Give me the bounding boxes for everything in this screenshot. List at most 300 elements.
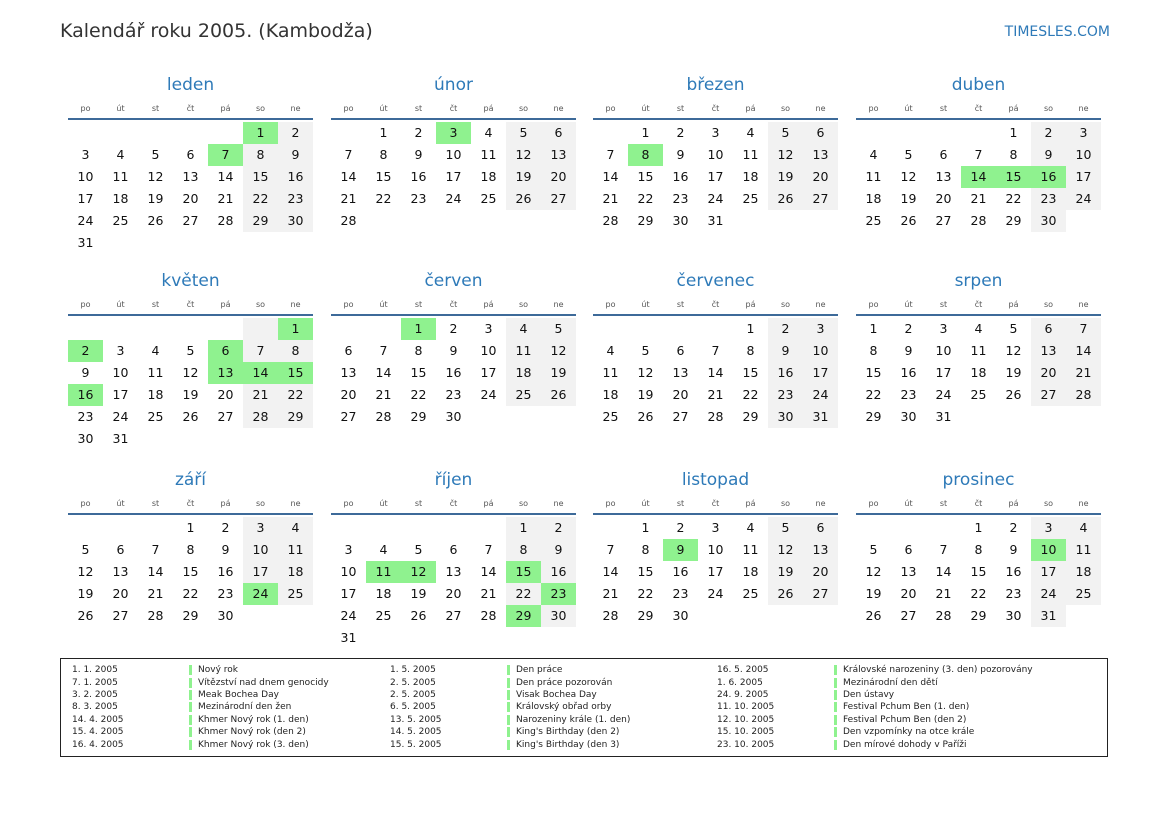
month-name: duben (951, 75, 1006, 95)
empty-cell (138, 122, 173, 144)
day-cell: 2 (1009, 520, 1018, 535)
day-cell: 23 (541, 583, 576, 605)
day-cell: 23 (900, 387, 917, 402)
day-cell: 5 (81, 542, 90, 557)
day-cell: 8 (641, 542, 650, 557)
day-cell: 29 (506, 605, 541, 627)
empty-cell (103, 517, 138, 539)
weekday-label: pá (1008, 498, 1019, 508)
day-cell: 15 (970, 564, 987, 579)
day-cell: 16 (672, 169, 689, 184)
day-cell: 5 (768, 122, 803, 144)
day-cell: 11 (742, 542, 759, 557)
weekday-header (856, 98, 1101, 120)
day-cell: 8 (278, 340, 313, 362)
empty-cell (593, 517, 628, 539)
month-name: květen (161, 271, 220, 291)
month-name: srpen (954, 271, 1003, 291)
day-cell: 19 (900, 191, 917, 206)
weekday-header (68, 493, 313, 515)
day-cell: 22 (506, 583, 541, 605)
day-cell: 9 (81, 365, 90, 380)
day-cell: 20 (112, 586, 129, 601)
weekday-label: pá (483, 299, 494, 309)
weekday-label: po (605, 498, 616, 508)
day-cell: 28 (375, 409, 392, 424)
legend-date: 15. 4. 2005 (72, 727, 124, 738)
legend-item (390, 664, 630, 676)
day-cell: 10 (445, 147, 462, 162)
day-cell: 12 (1005, 343, 1022, 358)
day-cell: 24 (1031, 583, 1066, 605)
day-cell: 17 (707, 564, 724, 579)
weekday-label: so (1043, 299, 1054, 309)
empty-cell (208, 318, 243, 340)
day-cell: 3 (1031, 517, 1066, 539)
weekday-label: st (151, 299, 160, 309)
day-cell: 15 (278, 362, 313, 384)
empty-cell (208, 122, 243, 144)
day-cell: 6 (116, 542, 125, 557)
day-grid (331, 316, 576, 428)
day-cell: 23 (1031, 188, 1066, 210)
day-cell: 25 (742, 586, 759, 601)
weekday-label: pá (483, 498, 494, 508)
day-cell: 20 (445, 586, 462, 601)
day-cell: 26 (865, 608, 882, 623)
legend-item (72, 689, 329, 701)
day-cell: 4 (116, 147, 125, 162)
legend-item (72, 738, 329, 750)
day-cell: 15 (637, 169, 654, 184)
weekday-label: ne (553, 103, 564, 113)
day-cell: 10 (340, 564, 357, 579)
legend-item (390, 689, 630, 701)
day-cell: 16 (1031, 166, 1066, 188)
weekday-label: čt (186, 103, 195, 113)
day-cell: 20 (541, 166, 576, 188)
day-cell: 21 (602, 586, 619, 601)
day-cell: 13 (935, 169, 952, 184)
weekday-label: út (116, 498, 125, 508)
day-cell: 10 (77, 169, 94, 184)
day-cell: 8 (974, 542, 983, 557)
day-cell: 17 (112, 387, 129, 402)
day-cell: 13 (208, 362, 243, 384)
day-cell: 22 (243, 188, 278, 210)
weekday-header (331, 493, 576, 515)
day-cell: 7 (344, 147, 353, 162)
day-cell: 22 (970, 586, 987, 601)
day-cell: 21 (340, 191, 357, 206)
day-cell: 11 (278, 539, 313, 561)
weekday-label: so (518, 498, 529, 508)
legend-holiday-name: Festival Pchum Ben (1. den) (834, 702, 969, 712)
day-cell: 10 (112, 365, 129, 380)
day-cell: 30 (672, 608, 689, 623)
day-cell: 20 (217, 387, 234, 402)
day-cell: 24 (340, 608, 357, 623)
day-cell: 7 (208, 144, 243, 166)
day-cell: 23 (445, 387, 462, 402)
day-cell: 29 (1005, 213, 1022, 228)
day-cell: 9 (1009, 542, 1018, 557)
legend-item (390, 714, 630, 726)
empty-cell (331, 517, 366, 539)
day-cell: 21 (970, 191, 987, 206)
day-cell: 22 (865, 387, 882, 402)
day-cell: 13 (803, 144, 838, 166)
day-cell: 12 (147, 169, 164, 184)
day-cell: 25 (147, 409, 164, 424)
day-cell: 15 (506, 561, 541, 583)
day-cell: 5 (506, 122, 541, 144)
day-cell: 1 (746, 321, 755, 336)
day-cell: 20 (900, 586, 917, 601)
legend-column (717, 664, 1033, 751)
day-cell: 19 (541, 362, 576, 384)
day-cell: 28 (970, 213, 987, 228)
day-cell: 7 (711, 343, 720, 358)
day-cell: 5 (1009, 321, 1018, 336)
weekday-header (331, 98, 576, 120)
day-cell: 26 (900, 213, 917, 228)
month-prosinec (856, 467, 1101, 627)
day-cell: 26 (768, 583, 803, 605)
day-cell: 25 (742, 191, 759, 206)
day-cell: 7 (974, 147, 983, 162)
day-grid (331, 515, 576, 649)
day-cell: 30 (77, 431, 94, 446)
day-cell: 25 (602, 409, 619, 424)
day-cell: 18 (602, 387, 619, 402)
day-cell: 24 (707, 191, 724, 206)
weekday-label: po (343, 498, 354, 508)
day-cell: 7 (1066, 318, 1101, 340)
legend-item (717, 701, 1033, 713)
legend-date: 16. 5. 2005 (717, 665, 769, 676)
day-cell: 23 (768, 384, 803, 406)
day-cell: 17 (243, 561, 278, 583)
day-cell: 8 (243, 144, 278, 166)
day-cell: 28 (147, 608, 164, 623)
legend-date: 2. 5. 2005 (390, 677, 436, 688)
weekday-label: so (780, 103, 791, 113)
day-cell: 6 (939, 147, 948, 162)
day-cell: 8 (746, 343, 755, 358)
legend-holiday-name: Narozeniny krále (1. den) (507, 715, 630, 725)
day-cell: 18 (1066, 561, 1101, 583)
day-cell: 4 (746, 520, 755, 535)
day-cell: 31 (803, 406, 838, 428)
month-srpen (856, 268, 1101, 428)
day-cell: 27 (672, 409, 689, 424)
day-cell: 17 (77, 191, 94, 206)
day-cell: 1 (278, 318, 313, 340)
day-cell: 27 (1031, 384, 1066, 406)
weekday-label: pá (745, 103, 756, 113)
day-grid (68, 120, 313, 254)
day-cell: 31 (112, 431, 129, 446)
day-cell: 4 (974, 321, 983, 336)
day-cell: 14 (602, 169, 619, 184)
day-cell: 31 (707, 213, 724, 228)
day-cell: 13 (1031, 340, 1066, 362)
day-cell: 30 (217, 608, 234, 623)
legend-holiday-name: Khmer Nový rok (den 2) (189, 727, 306, 737)
day-cell: 19 (410, 586, 427, 601)
day-cell: 17 (707, 169, 724, 184)
day-cell: 9 (278, 144, 313, 166)
day-cell: 29 (637, 213, 654, 228)
day-cell: 30 (1031, 210, 1066, 232)
day-cell: 18 (742, 169, 759, 184)
day-grid (856, 120, 1101, 232)
weekday-label: čt (974, 299, 983, 309)
day-cell: 31 (1031, 605, 1066, 627)
month-květen (68, 268, 313, 450)
empty-cell (103, 122, 138, 144)
weekday-label: čt (711, 103, 720, 113)
day-cell: 23 (672, 191, 689, 206)
empty-cell (243, 318, 278, 340)
legend-date: 6. 5. 2005 (390, 702, 436, 713)
day-cell: 10 (1066, 144, 1101, 166)
weekday-label: út (379, 299, 388, 309)
empty-cell (138, 517, 173, 539)
month-name: leden (166, 75, 215, 95)
weekday-label: st (414, 103, 423, 113)
legend-date: 15. 5. 2005 (390, 739, 442, 750)
weekday-label: čt (186, 498, 195, 508)
month-leden (68, 72, 313, 254)
legend-date: 14. 4. 2005 (72, 714, 124, 725)
day-cell: 2 (68, 340, 103, 362)
legend-holiday-name: Khmer Nový rok (3. den) (189, 740, 309, 750)
day-cell: 29 (410, 409, 427, 424)
day-cell: 8 (186, 542, 195, 557)
weekday-label: út (904, 103, 913, 113)
legend-holiday-name: King's Birthday (den 2) (507, 727, 619, 737)
day-cell: 1 (379, 125, 388, 140)
weekday-label: ne (553, 498, 564, 508)
day-cell: 21 (707, 387, 724, 402)
day-cell: 29 (865, 409, 882, 424)
day-cell: 9 (1031, 144, 1066, 166)
day-cell: 16 (672, 564, 689, 579)
empty-cell (173, 122, 208, 144)
day-cell: 2 (541, 517, 576, 539)
legend-holiday-name: Den mírové dohody v Paříži (834, 740, 967, 750)
legend-column (390, 664, 630, 751)
day-cell: 2 (414, 125, 423, 140)
weekday-label: po (605, 103, 616, 113)
day-cell: 7 (379, 343, 388, 358)
day-cell: 24 (112, 409, 129, 424)
weekday-label: út (641, 103, 650, 113)
day-cell: 3 (803, 318, 838, 340)
day-cell: 25 (970, 387, 987, 402)
weekday-label: ne (815, 299, 826, 309)
legend-item (717, 676, 1033, 688)
empty-cell (856, 122, 891, 144)
legend-date: 24. 9. 2005 (717, 689, 769, 700)
weekday-label: po (80, 498, 91, 508)
day-cell: 9 (663, 539, 698, 561)
day-cell: 7 (606, 542, 615, 557)
weekday-label: st (676, 498, 685, 508)
legend-item (390, 738, 630, 750)
day-cell: 18 (112, 191, 129, 206)
day-cell: 11 (865, 169, 882, 184)
day-cell: 12 (768, 539, 803, 561)
day-cell: 20 (1031, 362, 1066, 384)
day-cell: 24 (803, 384, 838, 406)
day-cell: 10 (243, 539, 278, 561)
day-cell: 17 (340, 586, 357, 601)
weekday-label: čt (711, 299, 720, 309)
weekday-label: čt (449, 103, 458, 113)
day-cell: 18 (278, 561, 313, 583)
legend-date: 1. 1. 2005 (72, 665, 118, 676)
day-cell: 13 (803, 539, 838, 561)
day-cell: 2 (904, 321, 913, 336)
legend-holiday-name: Den ústavy (834, 690, 894, 700)
day-cell: 24 (480, 387, 497, 402)
weekday-label: so (255, 103, 266, 113)
empty-cell (366, 517, 401, 539)
legend-holiday-name: Nový rok (189, 665, 238, 675)
day-cell: 25 (480, 191, 497, 206)
day-cell: 15 (742, 365, 759, 380)
legend-date: 1. 5. 2005 (390, 665, 436, 676)
day-cell: 27 (445, 608, 462, 623)
day-cell: 17 (803, 362, 838, 384)
day-cell: 3 (711, 520, 720, 535)
day-cell: 31 (935, 409, 952, 424)
day-cell: 19 (768, 166, 803, 188)
day-cell: 26 (410, 608, 427, 623)
legend-date: 13. 5. 2005 (390, 714, 442, 725)
legend-item (717, 738, 1033, 750)
day-cell: 2 (278, 122, 313, 144)
day-cell: 14 (602, 564, 619, 579)
day-cell: 14 (243, 362, 278, 384)
day-cell: 15 (637, 564, 654, 579)
weekday-label: po (868, 103, 879, 113)
weekday-label: ne (290, 498, 301, 508)
day-cell: 21 (375, 387, 392, 402)
legend-holiday-name: Den práce (507, 665, 562, 675)
day-cell: 6 (1031, 318, 1066, 340)
day-cell: 1 (506, 517, 541, 539)
weekday-label: ne (1078, 299, 1089, 309)
day-cell: 20 (803, 166, 838, 188)
day-cell: 20 (803, 561, 838, 583)
day-cell: 9 (414, 147, 423, 162)
day-cell: 5 (414, 542, 423, 557)
day-cell: 7 (939, 542, 948, 557)
day-cell: 7 (484, 542, 493, 557)
day-cell: 30 (900, 409, 917, 424)
day-cell: 12 (900, 169, 917, 184)
weekday-label: po (868, 498, 879, 508)
legend-holiday-name: Mezinárodní den dětí (834, 678, 938, 688)
weekday-label: út (641, 299, 650, 309)
weekday-header (593, 294, 838, 316)
site-link[interactable]: TIMESLES.COM (1004, 24, 1110, 40)
day-cell: 22 (375, 191, 392, 206)
legend-date: 12. 10. 2005 (717, 714, 775, 725)
day-cell: 3 (436, 122, 471, 144)
day-cell: 25 (375, 608, 392, 623)
empty-cell (138, 318, 173, 340)
legend-holiday-name: Den vzpomínky na otce krále (834, 727, 974, 737)
weekday-label: so (1043, 498, 1054, 508)
day-cell: 3 (484, 321, 493, 336)
day-cell: 12 (541, 340, 576, 362)
empty-cell (173, 318, 208, 340)
day-cell: 28 (602, 213, 619, 228)
day-cell: 12 (506, 144, 541, 166)
weekday-label: ne (1078, 498, 1089, 508)
day-cell: 6 (186, 147, 195, 162)
day-cell: 2 (768, 318, 803, 340)
holiday-legend (60, 658, 1108, 757)
month-listopad (593, 467, 838, 627)
day-cell: 12 (182, 365, 199, 380)
legend-date: 23. 10. 2005 (717, 739, 775, 750)
day-cell: 3 (81, 147, 90, 162)
day-cell: 16 (278, 166, 313, 188)
day-cell: 27 (182, 213, 199, 228)
day-cell: 23 (410, 191, 427, 206)
day-cell: 26 (77, 608, 94, 623)
empty-cell (366, 318, 401, 340)
legend-date: 3. 2. 2005 (72, 689, 118, 700)
day-cell: 5 (904, 147, 913, 162)
day-cell: 17 (1066, 166, 1101, 188)
weekday-label: so (518, 299, 529, 309)
weekday-label: út (904, 498, 913, 508)
day-cell: 31 (77, 235, 94, 250)
day-cell: 27 (217, 409, 234, 424)
weekday-label: po (343, 103, 354, 113)
weekday-label: st (939, 498, 948, 508)
weekday-label: po (605, 299, 616, 309)
day-cell: 10 (707, 147, 724, 162)
day-cell: 21 (243, 384, 278, 406)
day-cell: 20 (182, 191, 199, 206)
day-cell: 8 (1009, 147, 1018, 162)
empty-cell (68, 122, 103, 144)
day-cell: 6 (676, 343, 685, 358)
day-cell: 15 (865, 365, 882, 380)
day-cell: 11 (480, 147, 497, 162)
day-cell: 24 (77, 213, 94, 228)
day-cell: 25 (112, 213, 129, 228)
legend-item (390, 676, 630, 688)
weekday-label: pá (220, 498, 231, 508)
weekday-label: so (780, 498, 791, 508)
weekday-label: čt (711, 498, 720, 508)
day-cell: 28 (480, 608, 497, 623)
weekday-label: st (151, 103, 160, 113)
weekday-label: po (80, 299, 91, 309)
empty-cell (593, 122, 628, 144)
weekday-header (331, 294, 576, 316)
month-září (68, 467, 313, 627)
